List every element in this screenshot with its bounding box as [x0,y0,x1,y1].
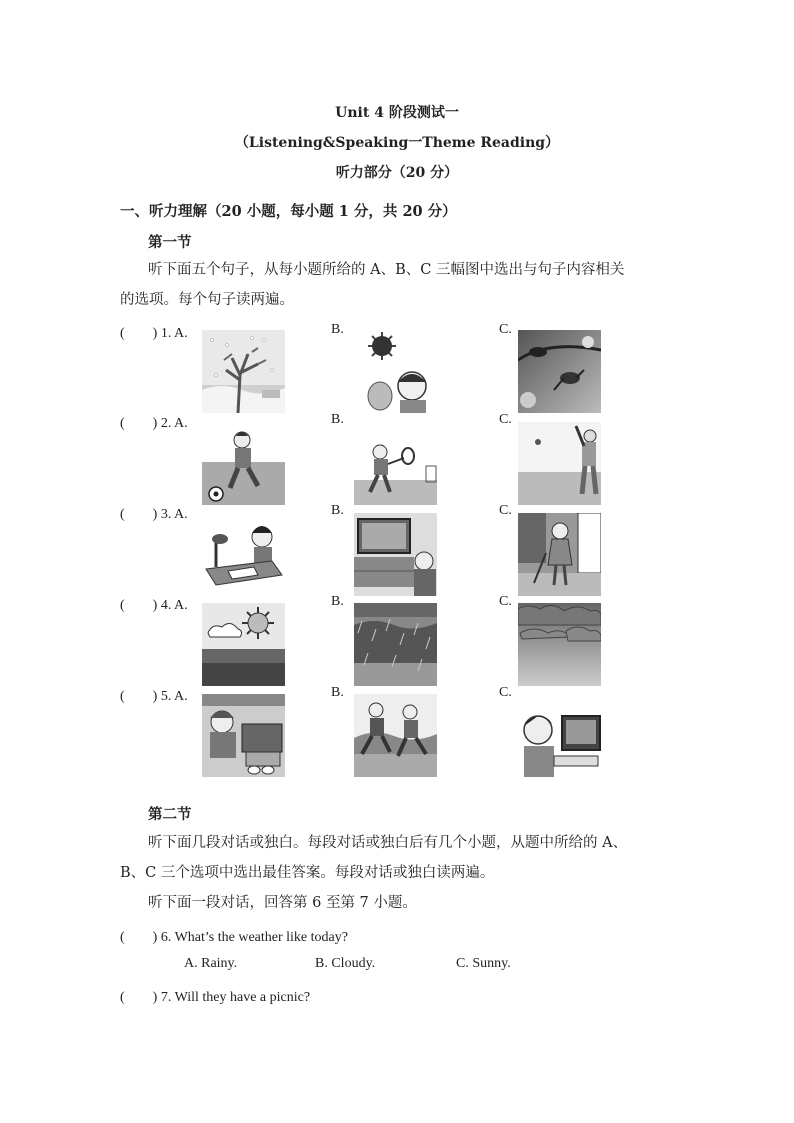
question-row-4 [0,594,794,684]
q2-image-c-baseball[interactable] [518,422,601,505]
q1-option-c-label: C. [499,322,512,337]
question-row-5 [0,685,794,780]
q3-option-c-label: C. [499,503,512,518]
page-title: Unit 4 阶段测试一 [335,105,459,121]
q5-option-c-label: C. [499,685,512,700]
q5-number: ( ) 5. A. [120,689,188,704]
q1-number: ( ) 1. A. [120,326,188,341]
q1-image-b-hot-sun[interactable] [354,330,437,413]
q3-option-b-label: B. [331,503,344,518]
q3-image-b-tv[interactable] [354,513,437,596]
q6-option-a[interactable]: A. Rainy. [184,956,238,971]
part2-instruction: 听下面几段对话或独白。每段对话或独白后有几个小题，从题中所给的 A、 [148,835,628,851]
q6-option-c[interactable]: C. Sunny. [456,956,511,971]
question-row-3 [0,503,794,593]
section-heading: 一、听力理解（20 小题，每小题 1 分，共 20 分） [120,203,457,220]
q1-image-c-birds[interactable] [518,330,601,413]
q4-option-b-label: B. [331,594,344,609]
q3-image-c-sweeping[interactable] [518,513,601,596]
question-6: ( ) 6. What’s the weather like today? [120,930,348,945]
q5-image-a-cooking[interactable] [202,694,285,777]
q4-image-c-cloudy[interactable] [518,603,601,686]
q3-number: ( ) 3. A. [120,507,188,522]
dialog-intro: 听下面一段对话，回答第 6 至第 7 小题。 [148,895,417,911]
q4-image-b-rainy[interactable] [354,603,437,686]
part1-instruction: 听下面五个句子，从每小题所给的 A、B、C 三幅图中选出与句子内容相关 [148,262,625,278]
q2-option-c-label: C. [499,412,512,427]
part1-label: 第一节 [148,234,192,251]
question-7: ( ) 7. Will they have a picnic? [120,990,311,1005]
q2-option-b-label: B. [331,412,344,427]
q1-image-a-snowy-tree[interactable] [202,330,285,413]
q5-image-b-running[interactable] [354,694,437,777]
part-heading: 听力部分（20 分） [335,165,459,181]
q4-image-a-sunny[interactable] [202,603,285,686]
q5-option-b-label: B. [331,685,344,700]
q2-image-a-football[interactable] [202,422,285,505]
q3-image-a-writing[interactable] [202,513,285,596]
q4-number: ( ) 4. A. [120,598,188,613]
q2-number: ( ) 2. A. [120,416,188,431]
q2-image-b-badminton[interactable] [354,422,437,505]
part1-instruction-cont: 的选项。每个句子读两遍。 [120,292,294,308]
q1-option-b-label: B. [331,322,344,337]
q5-image-c-computer[interactable] [518,694,601,777]
q6-option-b[interactable]: B. Cloudy. [315,956,376,971]
part2-label: 第二节 [148,806,192,823]
part2-instruction-cont: B、C 三个选项中选出最佳答案。每段对话或独白读两遍。 [120,865,495,881]
question-row-1 [0,322,794,412]
question-row-2 [0,412,794,502]
q4-option-c-label: C. [499,594,512,609]
page-subtitle: （Listening&Speaking一Theme Reading） [234,135,560,151]
